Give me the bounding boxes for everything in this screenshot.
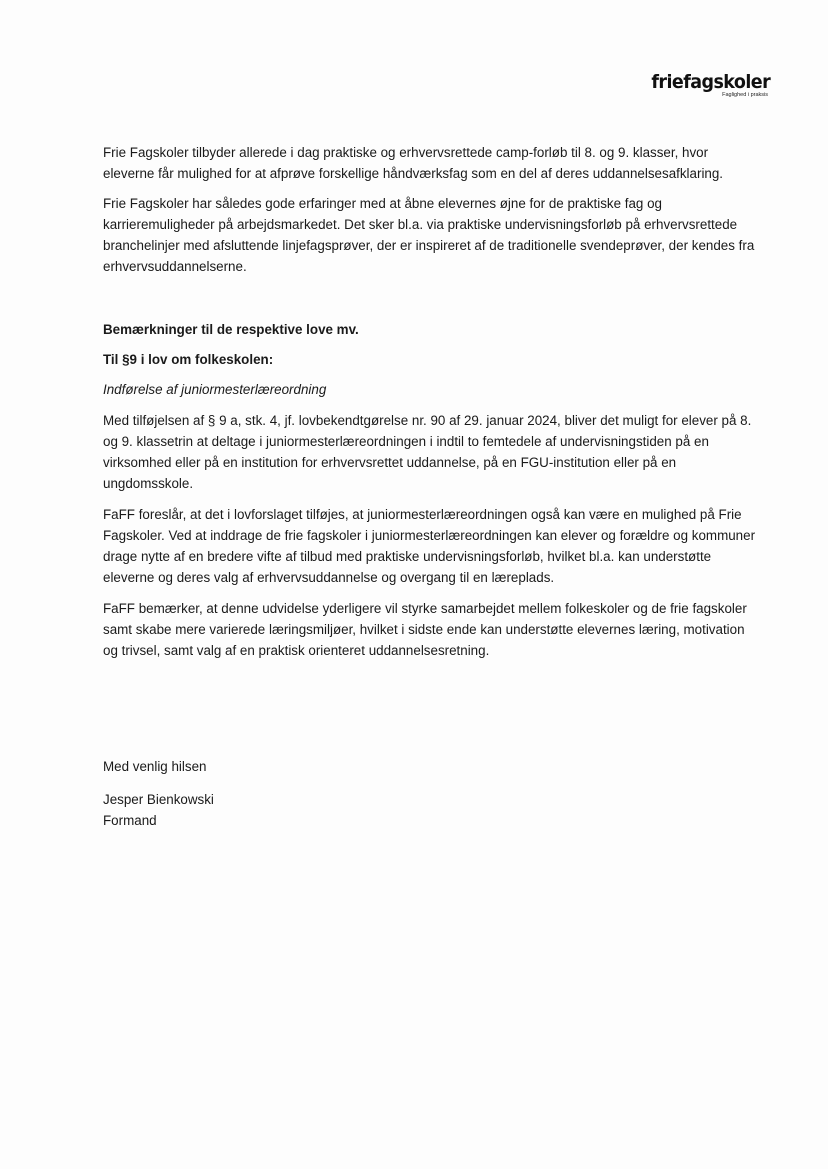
section-heading: Bemærkninger til de respektive love mv.: [103, 322, 359, 337]
organization-logo: [641, 73, 770, 99]
body-paragraph-2: FaFF foreslår, at det i lovforslaget tilføjes, at juniormesterlæreordningen også kan være en mulighed på Frie Fagskoler. Ved at inddrage de frie fagskoler i juniormesterlæreordningen kan elever og forældre og kommuner drage nytte af en bredere vifte af tilbud med praktiske undervisningsforløb, hvilket bl.a. kan understøtte eleverne og deres valg af erhvervsuddannelse og overgang til en læreplads.: [103, 507, 756, 585]
letter-body: [103, 142, 763, 671]
body-paragraph-1: Med tilføjelsen af § 9 a, stk. 4, jf. lovbekendtgørelse nr. 90 af 29. januar 2024, bliver det muligt for elever på 8. og 9. klassetrin at deltage i juniormesterlæreordningen i indtil to femtedele af undervisningstiden på en virksomhed eller på en institution for erhvervsrettet uddannelse, på en FGU-institution eller på en ungdomsskole.: [103, 413, 752, 491]
signer-title: Formand: [103, 813, 157, 828]
body-paragraph-3: FaFF bemærker, at denne udvidelse yderligere vil styrke samarbejdet mellem folkeskoler og de frie fagskoler samt skabe mere varierede læringsmiljøer, hvilket i sidste ende kan understøtte elevernes læring, motivation og trivsel, samt valg af en praktisk orienteret uddannelsesretning.: [103, 601, 747, 658]
signature-block: [103, 756, 214, 831]
logo-tagline: Faglighed i praksis: [722, 92, 768, 98]
signer-name: Jesper Bienkowski: [103, 792, 214, 807]
closing-greeting: Med venlig hilsen: [103, 759, 207, 774]
italic-title: Indførelse af juniormesterlæreordning: [103, 382, 327, 397]
intro-paragraph-1: Frie Fagskoler tilbyder allerede i dag praktiske og erhvervsrettede camp-forløb til 8. og 9. klasser, hvor eleverne får mulighed for at afprøve forskellige håndværksfag som en del af deres uddannelsesafklaring.: [103, 145, 724, 181]
section-subheading: Til §9 i lov om folkeskolen:: [103, 352, 274, 367]
logo-wordmark: friefagskoler: [651, 71, 770, 93]
intro-paragraph-2: Frie Fagskoler har således gode erfaringer med at åbne elevernes øjne for de praktiske fag og karrieremuligheder på arbejdsmarkedet. Det sker bl.a. via praktiske undervisningsforløb på erhvervsrettede branchelinjer med afsluttende linjefagsprøver, der er inspireret af de traditionelle svendeprøver, der kendes fra erhvervsuddannelserne.: [103, 196, 755, 274]
